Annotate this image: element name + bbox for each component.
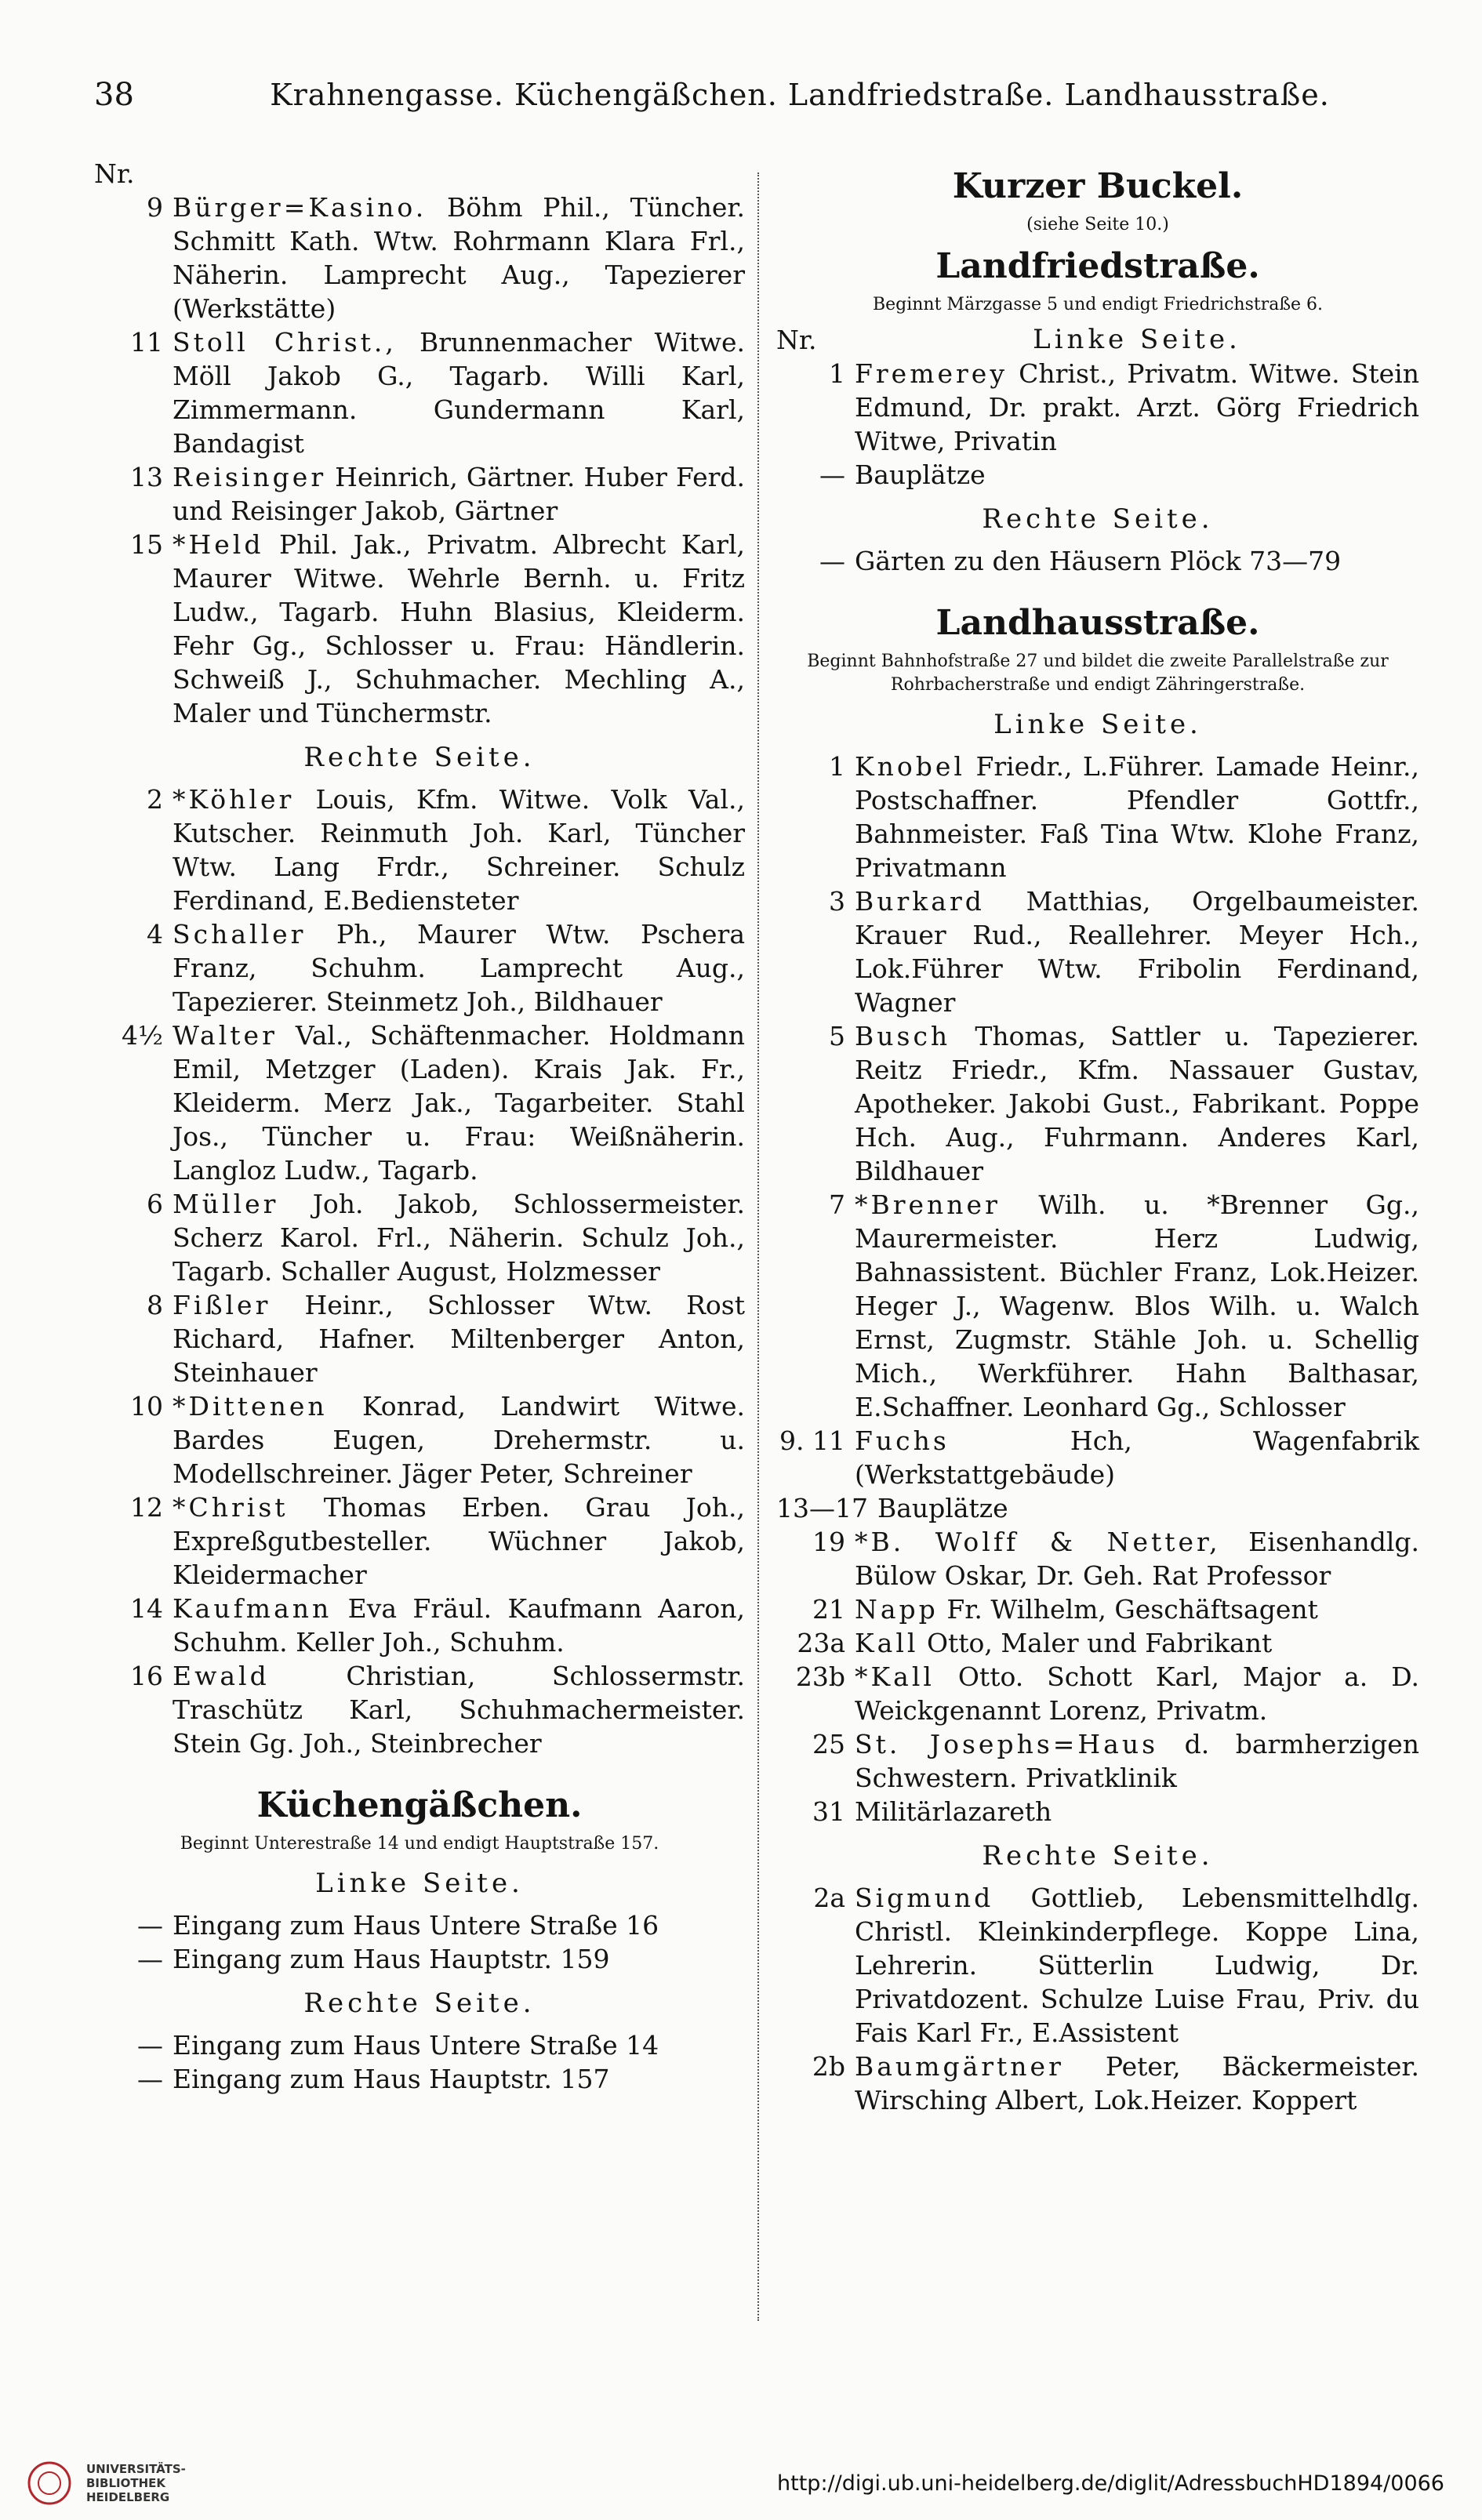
- directory-entry: [94, 2028, 745, 2062]
- house-number: 6: [147, 1189, 163, 1219]
- library-name: [86, 2462, 186, 2504]
- entry-text: [173, 1592, 745, 1659]
- house-number: 1: [829, 358, 845, 389]
- directory-entry: [94, 325, 745, 460]
- entry-body: Christ., Privatm. Witwe. Stein Edmund, Dr. prakt. Arzt. Görg Friedrich Witwe, Privatin: [855, 358, 1419, 456]
- entry-body: Eingang zum Haus Untere Straße 14: [173, 2030, 659, 2061]
- entry-body: Thomas, Sattler u. Tapezierer. Reitz Friedr., Kfm. Nassauer Gustav, Apotheker. Jakobi Gust., Fabrikant. Poppe Hch. Aug., Fuhrmann. Anderes Karl, Bildhauer: [855, 1021, 1419, 1186]
- resident-name: *Dittenen: [173, 1391, 328, 1422]
- house-number: 19: [812, 1527, 845, 1557]
- entry-text: [173, 2028, 745, 2062]
- house-number: 7: [829, 1189, 845, 1220]
- house-number: —: [819, 459, 845, 490]
- directory-entry: [776, 884, 1419, 1019]
- directory-entry: [776, 357, 1419, 458]
- directory-entry: [94, 1659, 745, 1760]
- entry-text: [173, 917, 745, 1019]
- directory-entry: [94, 191, 745, 325]
- resident-name: Schaller: [173, 919, 307, 950]
- entry-body: Otto, Maler und Fabrikant: [926, 1628, 1273, 1658]
- source-url-link[interactable]: http://digi.ub.uni-heidelberg.de/diglit/AdressbuchHD1894/0066: [777, 2471, 1444, 2496]
- section-subtitle-landfriedstrasse: Beginnt Märzgasse 5 und endigt Friedrichstraße 6.: [872, 295, 1324, 314]
- house-number: —: [819, 546, 845, 576]
- entry-body: Eingang zum Haus Untere Straße 16: [173, 1910, 659, 1941]
- house-number: —: [137, 1910, 163, 1941]
- directory-entry: [776, 544, 1419, 578]
- house-number: 2a: [813, 1883, 845, 1913]
- resident-name: Stoll Christ.,: [173, 327, 397, 358]
- entry-text: [173, 2062, 745, 2096]
- house-number: 8: [147, 1290, 163, 1320]
- house-number: 9: [147, 192, 163, 223]
- running-title: Krahnengasse. Küchengäßchen. Landfriedstraße. Landhausstraße.: [270, 78, 1330, 112]
- entry-text: [173, 1942, 745, 1976]
- house-number: 15: [130, 529, 163, 560]
- house-number: 2b: [812, 2051, 845, 2082]
- directory-entry: [776, 458, 1419, 492]
- landhausstrasse-right-entries: [776, 1881, 1419, 2117]
- entry-body: Böhm Phil., Tüncher. Schmitt Kath. Wtw. Rohrmann Klara Frl., Näherin. Lamprecht Aug., Tapezierer (Werkstätte): [173, 192, 745, 324]
- library-line-3: HEIDELBERG: [86, 2490, 170, 2504]
- section-title-landfriedstrasse: Landfriedstraße.: [935, 246, 1260, 286]
- resident-name: Walter: [173, 1020, 278, 1051]
- entry-body: Bauplätze: [877, 1493, 1008, 1523]
- entry-text: [855, 1660, 1419, 1727]
- right-side-label: Rechte Seite.: [982, 1840, 1214, 1872]
- left-side-label: Linke Seite.: [993, 709, 1202, 740]
- entry-body: Eingang zum Haus Hauptstr. 159: [173, 1944, 610, 1974]
- resident-name: St. Josephs=Haus: [855, 1729, 1159, 1759]
- entry-text: [855, 1795, 1419, 1828]
- resident-name: *B. Wolff & Netter,: [855, 1527, 1221, 1557]
- entry-text: [173, 1908, 745, 1942]
- right-column: [776, 157, 1419, 2117]
- page-number: 38: [94, 77, 134, 113]
- entry-body: Brunnenmacher Witwe. Möll Jakob G., Tagarb. Willi Karl, Zimmermann. Gundermann Karl, Bandagist: [173, 327, 746, 459]
- entry-text: [173, 1019, 745, 1187]
- entry-text: [855, 2050, 1419, 2117]
- landfriedstrasse-right-entries: [776, 544, 1419, 578]
- directory-entry: [94, 460, 745, 528]
- house-number: 13—17: [776, 1493, 868, 1523]
- directory-entry: [94, 2062, 745, 2096]
- section-subtitle-kurzer-buckel: (siehe Seite 10.): [1026, 215, 1169, 234]
- right-side-label: Rechte Seite.: [982, 503, 1214, 535]
- directory-entry: [776, 1795, 1419, 1828]
- right-side-label: Rechte Seite.: [303, 742, 536, 773]
- resident-name: *Christ: [173, 1492, 289, 1523]
- entry-text: [173, 528, 745, 730]
- house-number: 10: [130, 1391, 163, 1422]
- library-line-2: BIBLIOTHEK: [86, 2476, 165, 2490]
- resident-name: Busch: [855, 1021, 951, 1051]
- house-number: 9. 11: [779, 1425, 845, 1456]
- seal-inner: [38, 2472, 60, 2494]
- resident-name: Ewald: [173, 1661, 270, 1691]
- directory-entry: [94, 1908, 745, 1942]
- entry-text: [855, 1424, 1419, 1491]
- page-header: [94, 67, 1427, 122]
- entry-body: Christian, Schlossermstr. Traschütz Karl, Schuhmachermeister. Stein Gg. Joh., Steinbrecher: [173, 1661, 745, 1759]
- resident-name: *Brenner: [855, 1189, 1001, 1220]
- house-number: —: [137, 2064, 163, 2094]
- entry-body: Konrad, Landwirt Witwe. Bardes Eugen, Drehermstr. u. Modellschreiner. Jäger Peter, Schreiner: [173, 1391, 745, 1489]
- resident-name: *Held: [173, 529, 264, 560]
- house-number: 2: [147, 784, 163, 815]
- directory-entry: [776, 750, 1419, 884]
- house-number: 4: [147, 919, 163, 950]
- resident-name: Reisinger: [173, 462, 327, 492]
- resident-name: Kall: [855, 1628, 919, 1658]
- entry-body: Thomas Erben. Grau Joh., Expreßgutbesteller. Wüchner Jakob, Kleidermacher: [173, 1492, 745, 1590]
- entry-body: Eva Fräul. Kaufmann Aaron, Schuhm. Keller Joh., Schuhm.: [173, 1593, 745, 1658]
- seal-ring: [29, 2463, 70, 2504]
- entry-text: [173, 1491, 745, 1592]
- entry-body: Eisenhandlg. Bülow Oskar, Dr. Geh. Rat Professor: [855, 1527, 1419, 1591]
- entry-body: Friedr., L.Führer. Lamade Heinr., Postschaffner. Pfendler Gottfr., Bahnmeister. Faß Tina Wtw. Klohe Franz, Privatmann: [855, 751, 1419, 883]
- entry-text: [173, 191, 745, 325]
- resident-name: Fremerey: [855, 358, 1008, 389]
- directory-entry: [776, 2050, 1419, 2117]
- nr-label: Nr.: [94, 158, 135, 189]
- directory-entry: [94, 917, 745, 1019]
- entry-text: [173, 325, 745, 460]
- right-side-label: Rechte Seite.: [303, 1988, 536, 2019]
- kuechengaesschen-left-entries: [94, 1908, 745, 1976]
- section-title-kurzer-buckel: Kurzer Buckel.: [952, 166, 1244, 206]
- entry-body: Gottlieb, Lebensmittelhdlg. Christl. Kleinkinderpflege. Koppe Lina, Lehrerin. Sütterlin Ludwig, Dr. Privatdozent. Schulze Luise Frau, Priv. du Fais Karl Fr., E.Assistent: [855, 1883, 1419, 2048]
- resident-name: Kaufmann: [173, 1593, 332, 1624]
- krahnengasse-left-entries: [94, 191, 745, 730]
- landhausstrasse-left-entries: [776, 750, 1419, 1828]
- entry-text: [855, 1727, 1419, 1795]
- entry-text: [855, 1188, 1419, 1424]
- entry-text: [877, 1491, 1419, 1525]
- entry-body: Otto. Schott Karl, Major a. D. Weickgenannt Lorenz, Privatm.: [855, 1661, 1419, 1726]
- house-number: —: [137, 1944, 163, 1974]
- entry-text: [173, 1187, 745, 1288]
- directory-entry: [776, 1660, 1419, 1727]
- nr-label: Nr.: [776, 325, 817, 355]
- resident-name: Napp: [855, 1594, 939, 1625]
- directory-entry: [94, 1942, 745, 1976]
- directory-entry: [94, 528, 745, 730]
- entry-text: [855, 1019, 1419, 1188]
- house-number: 21: [812, 1594, 845, 1625]
- entry-body: Wilh. u. *Brenner Gg., Maurermeister. Herz Ludwig, Bahnassistent. Büchler Franz, Lok.Heizer. Heger J., Wagenw. Blos Wilh. u. Walch Ernst, Zugmstr. Stähle Joh. u. Schellig Mich., Werkführer. Hahn Balthasar, E.Schaffner. Leonhard Gg., Schlosser: [855, 1189, 1419, 1422]
- column-divider: [757, 172, 759, 2321]
- section-title-kuechengaesschen: Küchengäßchen.: [256, 1785, 583, 1825]
- house-number: 13: [130, 462, 163, 492]
- kuechengaesschen-right-entries: [94, 2028, 745, 2096]
- directory-entry: [776, 1881, 1419, 2050]
- entry-text: [855, 750, 1419, 884]
- directory-entry: [94, 1288, 745, 1389]
- directory-entry: [776, 1727, 1419, 1795]
- directory-entry: [94, 1019, 745, 1187]
- resident-name: Burkard: [855, 886, 985, 917]
- house-number: 16: [130, 1661, 163, 1691]
- left-side-label: Linke Seite.: [1033, 324, 1241, 355]
- entry-text: [855, 1525, 1419, 1592]
- entry-text: [173, 1659, 745, 1760]
- entry-text: [855, 1626, 1419, 1660]
- university-seal-icon: [27, 2460, 72, 2506]
- left-column: [94, 157, 745, 2096]
- section-subtitle-landhausstrasse: Beginnt Bahnhofstraße 27 und bildet die zweite Parallelstraße zur Rohrbacherstraße und endigt Zähringerstraße.: [807, 652, 1389, 695]
- section-title-landhausstrasse: Landhausstraße.: [935, 603, 1260, 643]
- entry-body: Heinr., Schlosser Wtw. Rost Richard, Hafner. Miltenberger Anton, Steinhauer: [173, 1290, 745, 1388]
- entry-text: [173, 460, 745, 528]
- entry-text: [855, 1881, 1419, 2050]
- directory-entry: [776, 1019, 1419, 1188]
- left-side-label: Linke Seite.: [315, 1868, 524, 1899]
- entry-text: [173, 1389, 745, 1491]
- house-number: 23a: [797, 1628, 845, 1658]
- house-number: —: [137, 2030, 163, 2061]
- entry-body: Peter, Bäckermeister. Wirsching Albert, Lok.Heizer. Koppert: [855, 2051, 1419, 2115]
- entry-body: Joh. Jakob, Schlossermeister. Scherz Karol. Frl., Näherin. Schulz Joh., Tagarb. Schaller August, Holzmesser: [173, 1189, 745, 1287]
- directory-entry: [94, 1592, 745, 1659]
- house-number: 14: [130, 1593, 163, 1624]
- house-number: 4½: [122, 1020, 163, 1051]
- entry-body: Matthias, Orgelbaumeister. Krauer Rud., Reallehrer. Meyer Hch., Lok.Führer Wtw. Fribolin Ferdinand, Wagner: [855, 886, 1419, 1018]
- entry-text: [855, 1592, 1419, 1626]
- entry-text: [855, 357, 1419, 458]
- directory-entry: [776, 1525, 1419, 1592]
- resident-name: Fißler: [173, 1290, 271, 1320]
- entry-body: Val., Schäftenmacher. Holdmann Emil, Metzger (Laden). Krais Jak. Fr., Kleiderm. Merz Jak., Tagarbeiter. Stahl Jos., Tüncher u. Frau: Weißnäherin. Langloz Ludw., Tagarb.: [173, 1020, 745, 1186]
- directory-entry: [94, 1389, 745, 1491]
- resident-name: Fuchs: [855, 1425, 950, 1456]
- directory-entry: [94, 1187, 745, 1288]
- library-line-1: UNIVERSITÄTS-: [86, 2462, 186, 2476]
- entry-body: Gärten zu den Häusern Plöck 73—79: [855, 546, 1342, 576]
- entry-body: Phil. Jak., Privatm. Albrecht Karl, Maurer Witwe. Wehrle Bernh. u. Fritz Ludw., Tagarb. Huhn Blasius, Kleiderm. Fehr Gg., Schlosser u. Frau: Händlerin. Schweiß J., Schuhmacher. Mechling A., Maler und Tünchermstr.: [173, 529, 745, 728]
- entry-body: Heinrich, Gärtner. Huber Ferd. und Reisinger Jakob, Gärtner: [173, 462, 745, 526]
- section-subtitle-kuechengaesschen: Beginnt Unterestraße 14 und endigt Hauptstraße 157.: [180, 1834, 659, 1854]
- house-number: 5: [829, 1021, 845, 1051]
- resident-name: Knobel: [855, 751, 965, 782]
- entry-body: Fr. Wilhelm, Geschäftsagent: [946, 1594, 1318, 1625]
- house-number: 3: [829, 886, 845, 917]
- entry-text: [173, 783, 745, 917]
- entry-body: d. barmherzigen Schwestern. Privatklinik: [855, 1729, 1420, 1793]
- entry-body: Hch, Wagenfabrik (Werkstattgebäude): [855, 1425, 1419, 1490]
- resident-name: Bürger=Kasino.: [173, 192, 427, 223]
- house-number: 25: [812, 1729, 845, 1759]
- directory-entry: [776, 1626, 1419, 1660]
- directory-entry: [94, 1491, 745, 1592]
- directory-entry: [776, 1188, 1419, 1424]
- house-number: 23b: [795, 1661, 845, 1692]
- entry-body: Ph., Maurer Wtw. Pschera Franz, Schuhm. Lamprecht Aug., Tapezierer. Steinmetz Joh., Bildhauer: [173, 919, 745, 1017]
- entry-body: Militärlazareth: [855, 1796, 1052, 1827]
- directory-entry: [776, 1491, 1419, 1525]
- entry-text: [855, 458, 1419, 492]
- footer: [0, 2446, 1482, 2520]
- entry-text: [855, 884, 1419, 1019]
- entry-text: [173, 1288, 745, 1389]
- nr-header-row: [776, 323, 1419, 357]
- entry-body: Louis, Kfm. Witwe. Volk Val., Kutscher. Reinmuth Joh. Karl, Tüncher Wtw. Lang Frdr., Schreiner. Schulz Ferdinand, E.Bediensteter: [173, 784, 745, 916]
- resident-name: *Kall: [855, 1661, 935, 1692]
- entry-body: Eingang zum Haus Hauptstr. 157: [173, 2064, 610, 2094]
- resident-name: Müller: [173, 1189, 279, 1219]
- landfriedstrasse-left-entries: [776, 357, 1419, 492]
- resident-name: Sigmund: [855, 1883, 994, 1913]
- krahnengasse-right-entries: [94, 783, 745, 1760]
- entry-body: Bauplätze: [855, 459, 986, 490]
- house-number: 31: [812, 1796, 845, 1827]
- resident-name: *Köhler: [173, 784, 295, 815]
- directory-entry: [776, 1424, 1419, 1491]
- directory-entry: [94, 783, 745, 917]
- house-number: 1: [829, 751, 845, 782]
- entry-text: [855, 544, 1419, 578]
- resident-name: Baumgärtner: [855, 2051, 1064, 2082]
- directory-entry: [776, 1592, 1419, 1626]
- house-number: 11: [130, 327, 163, 358]
- house-number: 12: [130, 1492, 163, 1523]
